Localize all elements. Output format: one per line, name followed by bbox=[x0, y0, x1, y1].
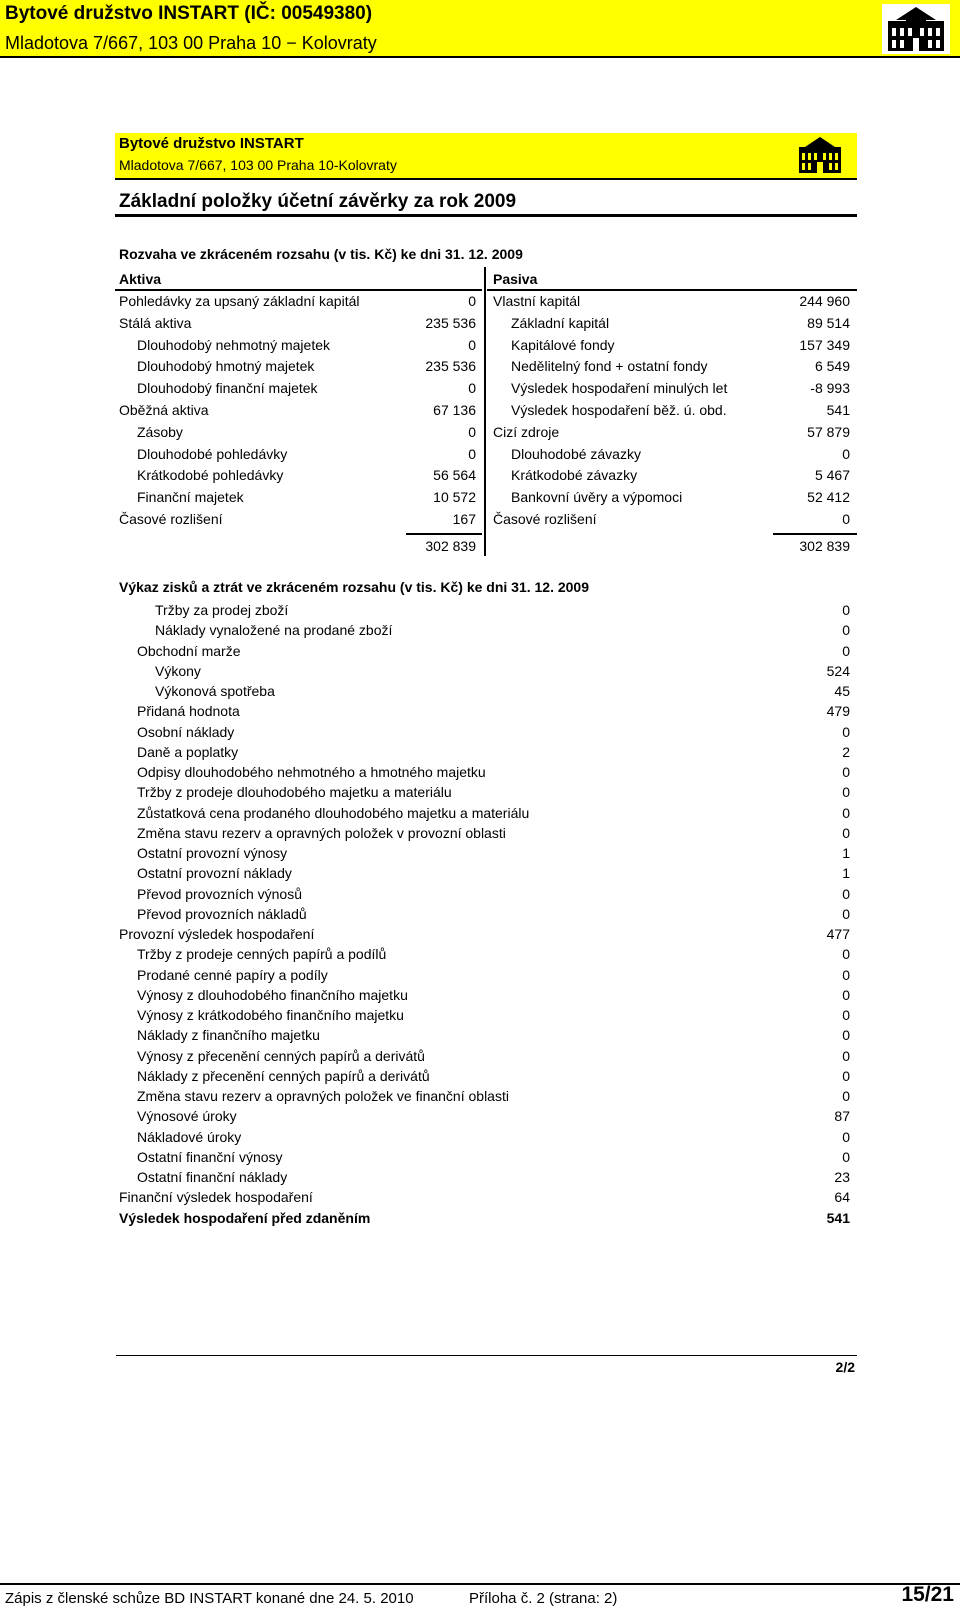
income-statement-value: 64 bbox=[834, 1189, 850, 1206]
income-statement-row bbox=[119, 742, 850, 762]
liability-row bbox=[493, 443, 850, 465]
income-statement-row bbox=[119, 1025, 850, 1045]
asset-label: Dlouhodobé pohledávky bbox=[137, 445, 288, 462]
asset-label: Zásoby bbox=[137, 423, 183, 440]
liability-value: 6 549 bbox=[814, 358, 850, 375]
income-statement-value: 0 bbox=[842, 784, 850, 801]
income-statement-label: Nákladové úroky bbox=[137, 1128, 242, 1145]
document-org-name: Bytové družstvo INSTART bbox=[119, 135, 304, 152]
income-statement-label: Změna stavu rezerv a opravných položek ve finanční oblasti bbox=[137, 1088, 509, 1104]
liability-label: Bankovní úvěry a výpomoci bbox=[511, 489, 683, 506]
asset-label: Dlouhodobý finanční majetek bbox=[137, 380, 318, 397]
income-statement-label: Daně a poplatky bbox=[137, 743, 239, 760]
liability-row bbox=[493, 464, 850, 486]
income-statement-value: 0 bbox=[842, 824, 850, 841]
liability-label: Výsledek hospodaření minulých let bbox=[511, 380, 728, 397]
income-statement-row bbox=[119, 1208, 850, 1228]
income-statement-label: Převod provozních výnosů bbox=[137, 885, 302, 902]
income-statement-value: 477 bbox=[826, 926, 850, 942]
liability-label: Kapitálové fondy bbox=[511, 336, 615, 353]
liabilities-heading: Pasiva bbox=[493, 271, 538, 287]
income-statement-row bbox=[119, 924, 850, 944]
income-statement-value: 0 bbox=[842, 642, 850, 659]
income-statement-row bbox=[119, 620, 850, 640]
liability-row bbox=[493, 486, 850, 508]
asset-value: 10 572 bbox=[433, 489, 476, 506]
asset-row bbox=[119, 486, 476, 508]
income-statement-value: 0 bbox=[842, 622, 850, 639]
footer-attachment: Příloha č. 2 (strana: 2) bbox=[469, 1590, 618, 1607]
balance-sheet-title: Rozvaha ve zkráceném rozsahu (v tis. Kč) ke dni 31. 12. 2009 bbox=[119, 246, 523, 262]
income-statement-value: 0 bbox=[842, 1148, 850, 1165]
income-statement-row bbox=[119, 1106, 850, 1126]
asset-value: 0 bbox=[468, 423, 476, 440]
page-divider bbox=[116, 1355, 857, 1356]
income-statement-row bbox=[119, 661, 850, 681]
document-header bbox=[115, 133, 857, 180]
income-statement-row bbox=[119, 884, 850, 904]
asset-value: 67 136 bbox=[433, 402, 476, 418]
asset-label: Pohledávky za upsaný základní kapitál bbox=[119, 293, 360, 309]
title-divider bbox=[115, 214, 857, 217]
liability-row bbox=[493, 508, 850, 530]
liability-label: Krátkodobé závazky bbox=[511, 467, 638, 484]
asset-row bbox=[119, 355, 476, 377]
income-statement-label: Provozní výsledek hospodaření bbox=[119, 926, 315, 942]
top-header bbox=[0, 0, 960, 58]
asset-value: 0 bbox=[468, 380, 476, 397]
document-title: Základní položky účetní závěrky za rok 2009 bbox=[119, 191, 517, 212]
liability-value: 157 349 bbox=[799, 336, 850, 353]
liability-value: -8 993 bbox=[810, 380, 850, 397]
income-statement-label: Náklady vynaložené na prodané zboží bbox=[155, 622, 393, 639]
income-statement-row bbox=[119, 1005, 850, 1025]
footer-divider bbox=[0, 1583, 960, 1585]
income-statement-label: Náklady z přecenění cenných papírů a derivátů bbox=[137, 1067, 430, 1084]
income-statement-row bbox=[119, 843, 850, 863]
liability-value: 244 960 bbox=[799, 293, 850, 309]
asset-value: 56 564 bbox=[433, 467, 476, 484]
asset-label: Finanční majetek bbox=[137, 489, 244, 506]
income-statement-row bbox=[119, 904, 850, 924]
liability-label: Nedělitelný fond + ostatní fondy bbox=[511, 358, 708, 375]
income-statement-label: Odpisy dlouhodobého nehmotného a hmotného majetku bbox=[137, 764, 486, 780]
income-statement-row bbox=[119, 782, 850, 802]
income-statement-label: Ostatní provozní náklady bbox=[137, 865, 292, 882]
income-statement-row bbox=[119, 681, 850, 701]
document-page-number: 2/2 bbox=[835, 1359, 855, 1375]
income-statement-value: 0 bbox=[842, 804, 850, 821]
income-statement-row bbox=[119, 803, 850, 823]
liability-value: 89 514 bbox=[807, 314, 850, 331]
header-title: Bytové družstvo INSTART (IČ: 00549380) bbox=[5, 3, 373, 24]
income-statement-value: 2 bbox=[842, 743, 850, 760]
income-statement-value: 0 bbox=[842, 602, 850, 618]
income-statement-value: 479 bbox=[826, 703, 850, 720]
asset-value: 167 bbox=[452, 511, 476, 527]
income-statement-row bbox=[119, 641, 850, 661]
income-statement-label: Tržby z prodeje dlouhodobého majetku a materiálu bbox=[137, 784, 452, 801]
income-statement-row bbox=[119, 823, 850, 843]
income-statement-row bbox=[119, 600, 850, 620]
income-statement-value: 0 bbox=[842, 986, 850, 1003]
assets-heading: Aktiva bbox=[119, 271, 162, 287]
asset-label: Časové rozlišení bbox=[119, 511, 223, 527]
asset-row bbox=[119, 399, 476, 421]
income-statement-value: 23 bbox=[834, 1169, 850, 1185]
liability-value: 57 879 bbox=[807, 423, 850, 440]
income-statement-label: Výnosové úroky bbox=[137, 1108, 237, 1125]
income-statement-value: 87 bbox=[834, 1108, 850, 1125]
income-statement-row bbox=[119, 1086, 850, 1106]
asset-row bbox=[119, 312, 476, 334]
income-statement-label: Prodané cenné papíry a podíly bbox=[137, 966, 328, 983]
income-statement-label: Osobní náklady bbox=[137, 723, 235, 740]
liability-value: 0 bbox=[842, 445, 850, 462]
income-statement-value: 0 bbox=[842, 966, 850, 983]
header-address: Mladotova 7/667, 103 00 Praha 10 − Kolovraty bbox=[5, 33, 377, 53]
liabilities-total: 302 839 bbox=[799, 538, 850, 554]
liability-value: 52 412 bbox=[807, 489, 850, 506]
liability-label: Dlouhodobé závazky bbox=[511, 445, 641, 462]
income-statement-row bbox=[119, 1127, 850, 1147]
income-statement-row bbox=[119, 1066, 850, 1086]
asset-row bbox=[119, 377, 476, 399]
income-statement-value: 0 bbox=[842, 946, 850, 963]
income-statement-row bbox=[119, 985, 850, 1005]
income-statement-label: Převod provozních nákladů bbox=[137, 905, 307, 922]
liability-label: Cizí zdroje bbox=[493, 423, 560, 440]
income-statement-label: Zůstatková cena prodaného dlouhodobého majetku a materiálu bbox=[137, 804, 530, 821]
income-statement-value: 0 bbox=[842, 764, 850, 780]
asset-row bbox=[119, 421, 476, 443]
liability-label: Základní kapitál bbox=[511, 314, 610, 331]
asset-label: Dlouhodobý hmotný majetek bbox=[137, 358, 315, 375]
income-statement-row bbox=[119, 1187, 850, 1207]
asset-label: Dlouhodobý nehmotný majetek bbox=[137, 336, 331, 353]
asset-row bbox=[119, 464, 476, 486]
income-statement-label: Ostatní finanční výnosy bbox=[137, 1148, 283, 1165]
income-statement-value: 1 bbox=[842, 845, 850, 861]
asset-row bbox=[119, 290, 476, 312]
income-statement-label: Obchodní marže bbox=[137, 642, 241, 659]
income-statement-value: 0 bbox=[842, 1027, 850, 1044]
liability-row bbox=[493, 312, 850, 334]
income-statement-row bbox=[119, 1147, 850, 1167]
income-statement-label: Výnosy z přecenění cenných papírů a derivátů bbox=[137, 1047, 425, 1064]
asset-label: Stálá aktiva bbox=[119, 314, 192, 331]
income-statement-value: 0 bbox=[842, 1047, 850, 1064]
asset-row bbox=[119, 443, 476, 465]
income-statement-label: Finanční výsledek hospodaření bbox=[119, 1189, 313, 1206]
asset-row bbox=[119, 508, 476, 530]
asset-value: 0 bbox=[468, 336, 476, 353]
liability-value: 0 bbox=[842, 511, 850, 527]
income-statement-row bbox=[119, 965, 850, 985]
income-statement-label: Přidaná hodnota bbox=[137, 703, 240, 720]
income-statement-title: Výkaz zisků a ztrát ve zkráceném rozsahu (v tis. Kč) ke dni 31. 12. 2009 bbox=[119, 579, 590, 595]
income-statement-row bbox=[119, 863, 850, 883]
liability-label: Vlastní kapitál bbox=[493, 293, 581, 309]
income-statement-value: 0 bbox=[842, 1128, 850, 1145]
liability-label: Výsledek hospodaření běž. ú. obd. bbox=[511, 402, 727, 418]
income-statement-row bbox=[119, 722, 850, 742]
income-statement-label: Tržby z prodeje cenných papírů a podílů bbox=[137, 946, 387, 963]
income-statement-label: Ostatní provozní výnosy bbox=[137, 845, 288, 861]
assets-total: 302 839 bbox=[425, 538, 476, 554]
income-statement-value: 0 bbox=[842, 885, 850, 902]
liability-row bbox=[493, 377, 850, 399]
liability-row bbox=[493, 355, 850, 377]
liability-row bbox=[493, 399, 850, 421]
liability-value: 5 467 bbox=[814, 467, 850, 484]
asset-value: 0 bbox=[468, 445, 476, 462]
footer-meeting-note: Zápis z členské schůze BD INSTART konané dne 24. 5. 2010 bbox=[5, 1590, 414, 1607]
asset-label: Krátkodobé pohledávky bbox=[137, 467, 284, 484]
asset-label: Oběžná aktiva bbox=[119, 402, 209, 418]
footer-page-number: 15/21 bbox=[901, 1583, 954, 1606]
document-org-address: Mladotova 7/667, 103 00 Praha 10-Kolovraty bbox=[119, 157, 397, 173]
income-statement-value: 0 bbox=[842, 723, 850, 740]
income-statement-value: 0 bbox=[842, 1007, 850, 1023]
asset-value: 235 536 bbox=[425, 358, 476, 375]
income-statement-label: Ostatní finanční náklady bbox=[137, 1169, 288, 1185]
income-statement-label: Tržby za prodej zboží bbox=[155, 602, 289, 618]
income-statement-row bbox=[119, 701, 850, 721]
income-statement-label: Výnosy z dlouhodobého finančního majetku bbox=[137, 986, 408, 1003]
income-statement-label: Výkony bbox=[155, 662, 201, 679]
income-statement-value: 1 bbox=[842, 865, 850, 882]
income-statement-value: 0 bbox=[842, 905, 850, 922]
income-statement-label: Výnosy z krátkodobého finančního majetku bbox=[137, 1007, 404, 1023]
liability-row bbox=[493, 290, 850, 312]
building-logo-icon bbox=[882, 4, 950, 54]
income-statement-value: 524 bbox=[826, 662, 850, 679]
income-statement-label: Výsledek hospodaření před zdaněním bbox=[119, 1209, 371, 1226]
liability-row bbox=[493, 334, 850, 356]
asset-row bbox=[119, 334, 476, 356]
income-statement-label: Náklady z finančního majetku bbox=[137, 1027, 320, 1044]
income-statement-value: 0 bbox=[842, 1067, 850, 1084]
building-logo-icon bbox=[795, 135, 845, 175]
income-statement-row bbox=[119, 1167, 850, 1187]
income-statement-label: Změna stavu rezerv a opravných položek v provozní oblasti bbox=[137, 824, 506, 841]
balance-column-divider bbox=[484, 267, 486, 556]
income-statement-value: 0 bbox=[842, 1088, 850, 1104]
asset-value: 235 536 bbox=[425, 314, 476, 331]
income-statement-value: 541 bbox=[826, 1209, 850, 1226]
asset-value: 0 bbox=[468, 293, 476, 309]
income-statement-row bbox=[119, 944, 850, 964]
income-statement-value: 45 bbox=[834, 683, 850, 699]
income-statement-label: Výkonová spotřeba bbox=[155, 683, 275, 699]
income-statement-row bbox=[119, 1046, 850, 1066]
liability-label: Časové rozlišení bbox=[493, 511, 597, 527]
income-statement-row bbox=[119, 762, 850, 782]
liability-row bbox=[493, 421, 850, 443]
liability-value: 541 bbox=[826, 402, 850, 418]
